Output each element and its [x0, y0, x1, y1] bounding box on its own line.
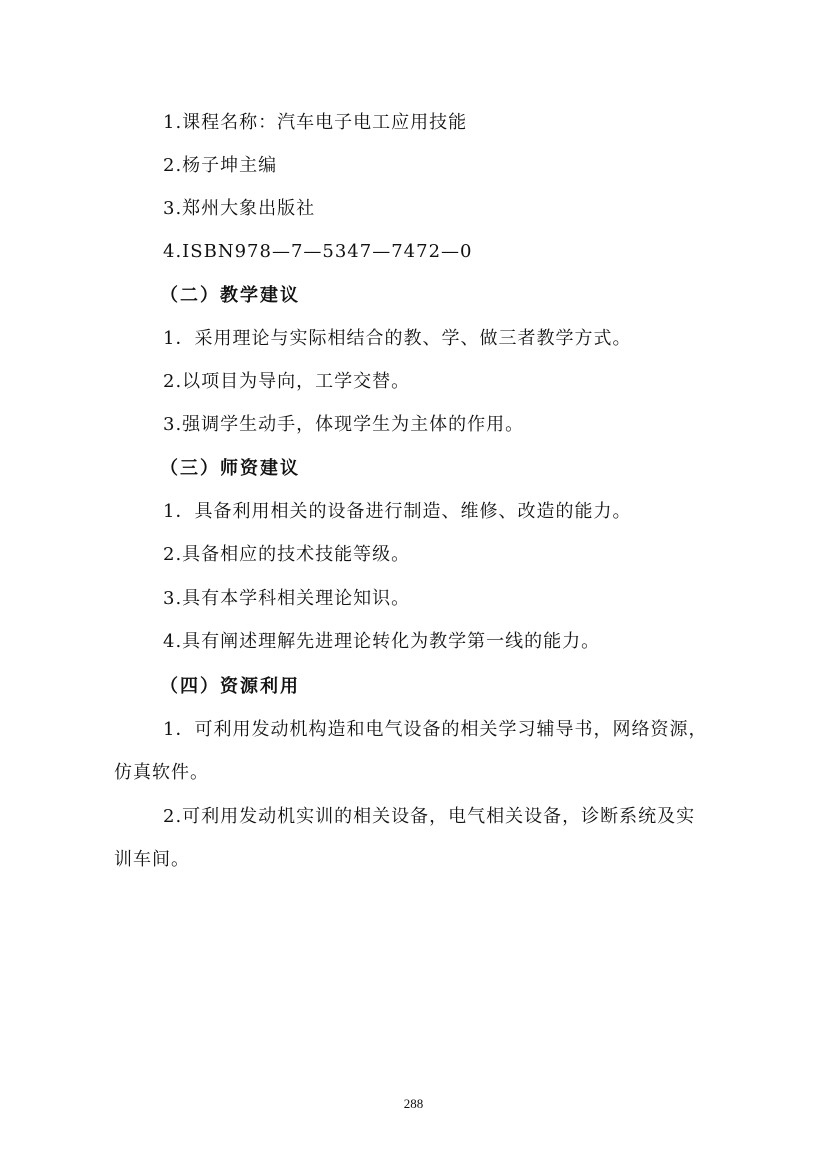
publisher-line: 3.郑州大象出版社: [163, 198, 316, 219]
teachers-heading: （三）师资建议: [160, 458, 300, 479]
teachers-item: 4.具有阐述理解先进理论转化为教学第一线的能力。: [163, 631, 601, 652]
teaching-heading: （二）教学建议: [160, 285, 300, 306]
teaching-item: 1．采用理论与实际相结合的教、学、做三者教学方式。: [163, 328, 632, 349]
resources-item-1-line-2: 仿真软件。: [114, 762, 209, 783]
resources-item-2-line-2: 训车间。: [114, 849, 190, 870]
resources-item-2-line-1: 2.可利用发动机实训的相关设备，电气相关设备，诊断系统及实: [163, 806, 696, 827]
teachers-item: 2.具备相应的技术技能等级。: [163, 544, 411, 565]
teaching-item: 2.以项目为导向，工学交替。: [163, 371, 411, 392]
resources-item-1-line-1: 1．可利用发动机构造和电气设备的相关学习辅导书，网络资源，: [163, 719, 708, 740]
course-name-line: 1.课程名称：汽车电子电工应用技能: [163, 112, 468, 133]
editor-line: 2.杨子坤主编: [163, 155, 278, 176]
isbn-line: 4.ISBN978—7—5347—7472—0: [163, 241, 473, 262]
teachers-item: 3.具有本学科相关理论知识。: [163, 588, 411, 609]
resources-heading: （四）资源利用: [160, 676, 300, 697]
teaching-item: 3.强调学生动手，体现学生为主体的作用。: [163, 414, 525, 435]
page-number: 288: [403, 1096, 424, 1111]
teachers-item: 1．具备利用相关的设备进行制造、维修、改造的能力。: [163, 501, 632, 522]
